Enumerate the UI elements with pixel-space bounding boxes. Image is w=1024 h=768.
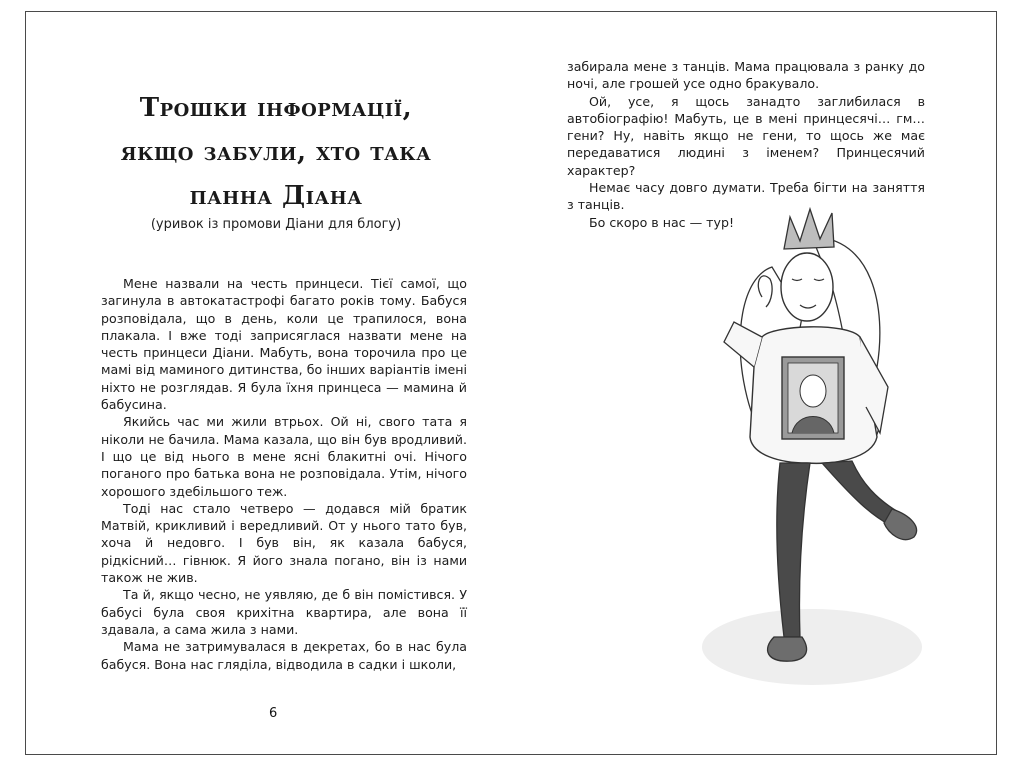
page-number: 6 xyxy=(269,706,278,721)
chapter-title-line-3: панна Діана xyxy=(189,181,363,211)
dancing-girl-with-crown-illustration xyxy=(662,197,962,717)
paragraph: Та й, якщо чесно, не уявляю, де б він помістився. У бабусі була своя крихітна квартира, але вона її здавала, а сама жила з нами. xyxy=(101,587,467,637)
paragraph: Мене назвали на честь принцеси. Тієї самої, що загинула в автокатастрофі багато років тому. Бабуся розповідала, що в день, коли це трапилося, вона плакала. І вже тоді заприсяглася назвати мене на честь принцеси Діани. Мабуть, вона торочила про це мамі від маминого дитинства, бо інших варіантів імені ніхто не розглядав. Я була їхня принцеса — мамина й бабусина. xyxy=(101,276,467,413)
paragraph: Якийсь час ми жили втрьох. Ой ні, свого тата я ніколи не бачила. Мама казала, що він був вродливий. І що це від нього в мене ясні блакитні очі. Нічого поганого про батька вона не розповідала. Утім, нічого хорошого здебільшого теж. xyxy=(101,414,467,499)
chapter-title-line-1: Трошки інформації, xyxy=(139,93,413,123)
right-page xyxy=(512,12,996,754)
chapter-title-line-2: якщо забули, хто така xyxy=(120,137,432,167)
paragraph: Мама не затримувалася в декретах, бо в нас була бабуся. Вона нас гляділа, відводила в садки і школи, xyxy=(101,639,467,672)
paragraph: Ой, усе, я щось занадто заглибилася в автобіографію! Мабуть, це в мені принцесячі… гм… гени? Ну, навіть якщо не гени, то щось же має передаватися людині з іменем? Принцесячий характер? xyxy=(567,93,925,178)
book-spread xyxy=(25,11,997,755)
paragraph: Тоді нас стало четверо — додався мій братик Матвій, крикливий і вередливий. От у нього тато був, хоча й недовго. І був він, як казала бабуся, рідкісний… гівнюк. Я його знала погано, він із нами також не жив. xyxy=(101,500,467,586)
paragraph: Немає часу довго думати. Треба бігти на заняття з танців. xyxy=(567,180,925,213)
left-body-text xyxy=(101,275,467,673)
left-page xyxy=(26,12,512,754)
paragraph: забирала мене з танців. Мама працювала з ранку до ночі, але грошей усе одно бракувало. xyxy=(567,59,925,92)
chapter-title xyxy=(106,86,446,218)
paragraph: Бо скоро в нас — тур! xyxy=(589,214,735,230)
chapter-subtitle: (уривок із промови Діани для блогу) xyxy=(150,217,402,232)
